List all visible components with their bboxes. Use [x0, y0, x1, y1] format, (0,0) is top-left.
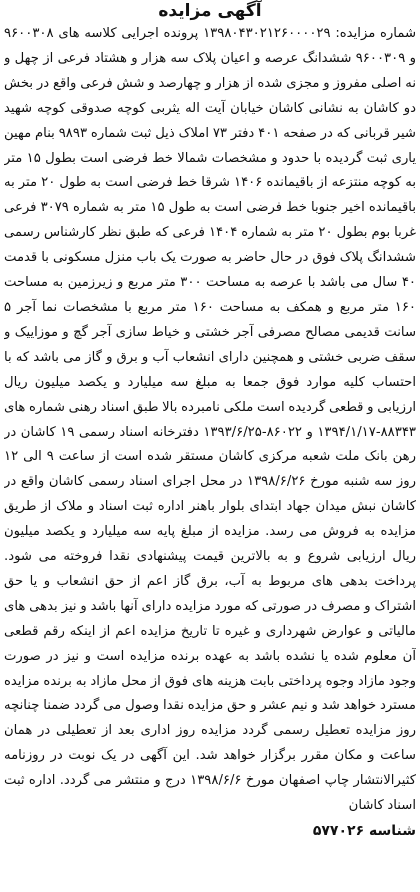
- notice-body: شماره مزایده: ۱۳۹۸۰۴۳۰۲۱۲۶۰۰۰۰۲۹ پرونده اجرایی کلاسه های ۹۶۰۰۳۰۸ و ۹۶۰۰۳۰۹ ششدانگ عرصه و اعیان پلاک سه هزار و هشتاد فرعی از چهل و نه اصلی مفروز و مجزی شده از هزار و چهارصد و شش فرعی واقع در بخش دو کاشان به نشانی کاشان خیابان آیت اله یثربی کوچه صدوقی کوچه شهید شیر قربانی که در صفحه ۴۰۱ دفتر ۷۳ املاک ذیل ثبت شماره ۹۸۹۳ بنام مهین یاری ثبت گردیده با حدود و مشخصات شمالا خط فرضی است بطول ۱۵ متر به کوچه منتزعه از باقیمانده ۱۴۰۶ شرقا خط فرضی است به طول ۲۰ متر به باقیمانده اخیر جنوبا خط فرضی است به طول ۱۵ متر به شماره ۳۰۷۹ فرعی غربا بوم بطول ۲۰ متر به شماره ۱۴۰۴ فرعی که طبق نظر کارشناس رسمی ششدانگ پلاک فوق در حال حاضر به صورت یک باب منزل مسکونی با قدمت ۴۰ سال می باشد با عرصه به مساحت ۳۰۰ متر مربع و زیرزمین به مساحت ۱۶۰ متر مربع و همکف به مساحت ۱۶۰ متر مربع با مشخصات نما آجر ۵ سانت قدیمی مصالح مصرفی آجر خشتی و خیاط سازی آجر گچ و موزاییک و سقف ضربی خشتی و همچنین دارای انشعاب آب و برق و گاز می باشد که با احتساب کلیه موارد فوق جمعا به مبلغ سه میلیارد و یکصد میلیون ریال ارزیابی و قطعی گردیده است ملکی نامبرده بالا طبق اسناد رهنی شماره های ۸۸۳۴۳-۱۳۹۴/۱/۱۷ و ۸۶۰۲۲-۱۳۹۳/۶/۲۵ دفترخانه اسناد رسمی ۱۹ کاشان در رهن بانک ملت شعبه مرکزی کاشان مستقر شده است از ساعت ۹ الی ۱۲ روز سه شنبه مورخ ۱۳۹۸/۶/۲۶ در محل اجرای اسناد رسمی کاشان واقع در کاشان نبش میدان جهاد ابتدای بلوار باهنر اداره ثبت اسناد و ملاک از طریق مزایده به فروش می رسد. مزایده از مبلغ پایه سه میلیارد و یکصد میلیون ریال ارزیابی شروع و به بالاترین قیمت پیشنهادی نقدا فروخته می شود. پرداخت بدهی های مربوط به آب، برق گاز اعم از حق انشعاب و یا حق اشتراک و مصرف در صورتی که مورد مزایده دارای آنها باشد و نیز بدهی های مالیاتی و عوارض شهرداری و غیره تا تاریخ مزایده اعم از اینکه رقم قطعی آن معلوم شده یا نشده باشد به عهده برنده مزایده است و نیز در صورت وجود مازاد وجوه پرداختی بابت هزینه های فوق از محل مازاد به برنده مزایده مسترد خواهد شد و نیم عشر و حق مزایده نقدا وصول می گردد ضمنا چنانچه روز مزایده تعطیل رسمی گردد مزایده روز اداری بعد از تعطیلی در همان ساعت و مکان مقرر برگزار خواهد شد. این آگهی در یک نوبت در روزنامه کثیرالانتشار چاپ اصفهان مورخ ۱۳۹۸/۶/۶ درج و منتشر می گردد. اداره ثبت اسناد کاشان: [4, 26, 416, 814]
- notice-title: آگهی مزایده: [158, 1, 262, 21]
- serial-number: ۵۷۷۰۲۶: [312, 823, 365, 839]
- notice-serial: [4, 819, 416, 843]
- serial-label: شناسه: [369, 823, 416, 839]
